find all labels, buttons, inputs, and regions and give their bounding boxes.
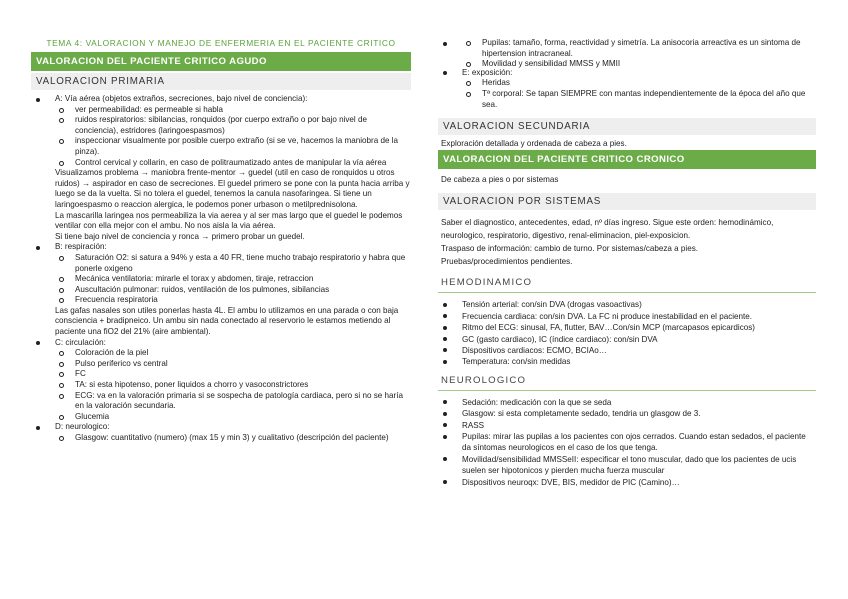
list-item: Frecuencia cardiaca: con/sin DVA. La FC ni produce inestabilidad en el paciente. <box>438 311 816 322</box>
cronico-text: De cabeza a pies o por sistemas <box>441 174 559 184</box>
list-item: inspeccionar visualmente por posible cuerpo extraño (si se ve, hacemos la maniobra de la pinza). <box>31 136 411 157</box>
heading-neurologico: NEUROLOGICO <box>438 374 816 391</box>
list-item-e <box>438 68 816 110</box>
item-e-label: E: exposición: <box>462 67 513 77</box>
list-item: GC (gasto cardiaco), IC (índice cardiaco): con/sin DVA <box>438 334 816 345</box>
section-heading-cronico: VALORACION DEL PACIENTE CRITICO CRONICO <box>438 150 816 169</box>
list-item-c <box>31 338 411 423</box>
hemodinamico-list <box>438 299 816 367</box>
list-item: Mecánica ventilatoria: mirarle el torax y abdomen, tiraje, retraccion <box>31 274 411 285</box>
list-item: RASS <box>438 420 816 431</box>
subsection-heading-primaria: VALORACION PRIMARIA <box>31 73 411 90</box>
list-item: FC <box>31 369 411 380</box>
airway-note-2: La mascarilla laringea nos permeabiliza la via aerea y al ser mas largo que el guedel le podemos ventilar con ella mejor con el ambu. No nos aisla la via aérea. <box>55 210 403 231</box>
list-item: TA: si esta hipotenso, poner liquidos a chorro y vasoconstrictores <box>31 380 411 391</box>
subsection-heading-secundaria: VALORACION SECUNDARIA <box>438 118 816 135</box>
section-heading-agudo: VALORACION DEL PACIENTE CRITICO AGUDO <box>31 52 411 71</box>
subsection-heading-sistemas: VALORACION POR SISTEMAS <box>438 193 816 210</box>
list-item: Pulso periferico vs central <box>31 359 411 370</box>
neurologico-list <box>438 397 816 488</box>
list-item: Temperatura: con/sin medidas <box>438 356 816 367</box>
list-item: Tª corporal: Se tapan SIEMPRE con mantas independientemente de la época del año que sea. <box>438 89 816 110</box>
item-a-label: A: Vía aérea (objetos extraños, secreciones, bajo nivel de conciencia): <box>55 94 308 103</box>
list-item: Saturación O2: si satura a 94% y esta a 40 FR, tiene mucho trabajo respiratorio y habra que ponerle oxigeno <box>31 253 411 274</box>
list-item: Pupilas: mirar las pupilas a los pacientes con ojos cerrados. Cuando estan sedados, el paciente da síntomas neurologicos en el caso de los que tenga. <box>438 431 816 454</box>
list-item: Glucemia <box>31 412 411 423</box>
document-title: TEMA 4: VALORACION Y MANEJO DE ENFERMERIA EN EL PACIENTE CRITICO <box>46 38 396 48</box>
breathing-note: Las gafas nasales son utiles ponerlas hasta 4L. El ambu lo utilizamos en una parada o con baja consciencia + bradipneico. Un ambu sin nada conectado al reservorio le estamos metiendo al paciente una fiO2 del 21% (aire ambiental). <box>55 305 399 337</box>
primaria-list <box>31 94 411 168</box>
list-item: ECG: va en la valoración primaria si se sospecha de patología cardiaca, pero si no se haría en la valoración secundaria. <box>31 391 411 412</box>
list-item: Movilidad/sensibilidad MMSSeII: especificar el tono muscular, dado que los pacientes de ucis suelen ser hipotonicos y pierden mucha fuerza muscular <box>438 454 816 477</box>
list-item: Coloración de la piel <box>31 348 411 359</box>
secundaria-text: Exploración detallada y ordenada de cabeza a pies. <box>441 139 627 149</box>
sistemas-line-1: Saber el diagnostico, antecedentes, edad, nº días ingreso. Sigue este orden: hemodinámico, neurologico, respiratorio, digestivo, renal-eliminacion, piel-exposicion. <box>441 218 774 241</box>
list-item: Sedación: medicación con la que se seda <box>438 397 816 408</box>
sistemas-line-2: Traspaso de información: cambio de turno. Por sistemas/cabeza a pies. <box>441 244 699 254</box>
list-item: Pupilas: tamaño, forma, reactividad y simetría. La anisocoria arreactiva es un sintoma de hipertension intracraneal. <box>438 38 816 59</box>
list-item-d-continued <box>438 38 816 70</box>
list-item: Glasgow: cuantitativo (numero) (max 15 y min 3) y cualitativo (descripción del paciente) <box>31 433 411 444</box>
item-d-label: D: neurologico: <box>55 422 110 432</box>
list-item: ver permeabilidad: es permeable si habla <box>31 105 411 116</box>
list-item: Frecuencia respiratoria <box>31 295 411 306</box>
right-column <box>438 38 816 488</box>
sistemas-line-3: Pruebas/procedimientos pendientes. <box>441 257 573 267</box>
list-item: Tensión arterial: con/sin DVA (drogas vasoactivas) <box>438 299 816 310</box>
item-c-label: C: circulación: <box>55 337 106 347</box>
item-b-label: B: respiración: <box>55 242 107 252</box>
list-item: Control cervical y collarin, en caso de politraumatizado antes de manipular la vía aérea <box>31 158 411 169</box>
list-item: Heridas <box>438 78 816 89</box>
left-column <box>31 0 411 444</box>
heading-hemodinamico: HEMODINAMICO <box>438 276 816 293</box>
airway-note-1: Visualizamos problema → maniobra frente-mentor → guedel (util en caso de ronquidos u otros ruidos) → aspirador en caso de secreciones. El guedel primero se pone con la punta hacia arriba y luego se da la vuelta. Si no tolera el guedel, tenemos la canula nasofaringea. Si tiene un laringoespasmo o reaccion alergica, le podemos poner urbason o metilprednisolona. <box>55 168 410 209</box>
list-item: Ritmo del ECG: sinusal, FA, flutter, BAV…Con/sin MCP (marcapasos epicardicos) <box>438 322 816 333</box>
airway-note-3: Si tiene bajo nivel de conciencia y ronca → primero probar un guedel. <box>55 231 305 241</box>
list-item: ruidos respiratorios: sibilancias, ronquidos (por cuerpo extraño o por bajo nivel de conciencia), estridores (laringoespasmos) <box>31 115 411 136</box>
list-item: Movilidad y sensibilidad MMSS y MMII <box>438 59 816 70</box>
list-item: Auscultación pulmonar: ruidos, ventilación de los pulmones, sibilancias <box>31 285 411 296</box>
list-item: Glasgow: si esta completamente sedado, tendria un glasgow de 3. <box>438 408 816 419</box>
list-item: Dispositivos cardiacos: ECMO, BCIAo… <box>438 345 816 356</box>
list-item-d <box>31 422 411 443</box>
list-item-b <box>31 242 411 306</box>
list-item-a <box>31 94 411 168</box>
list-item: Dispositivos neuroqx: DVE, BIS, medidor de PIC (Camino)… <box>438 477 816 488</box>
